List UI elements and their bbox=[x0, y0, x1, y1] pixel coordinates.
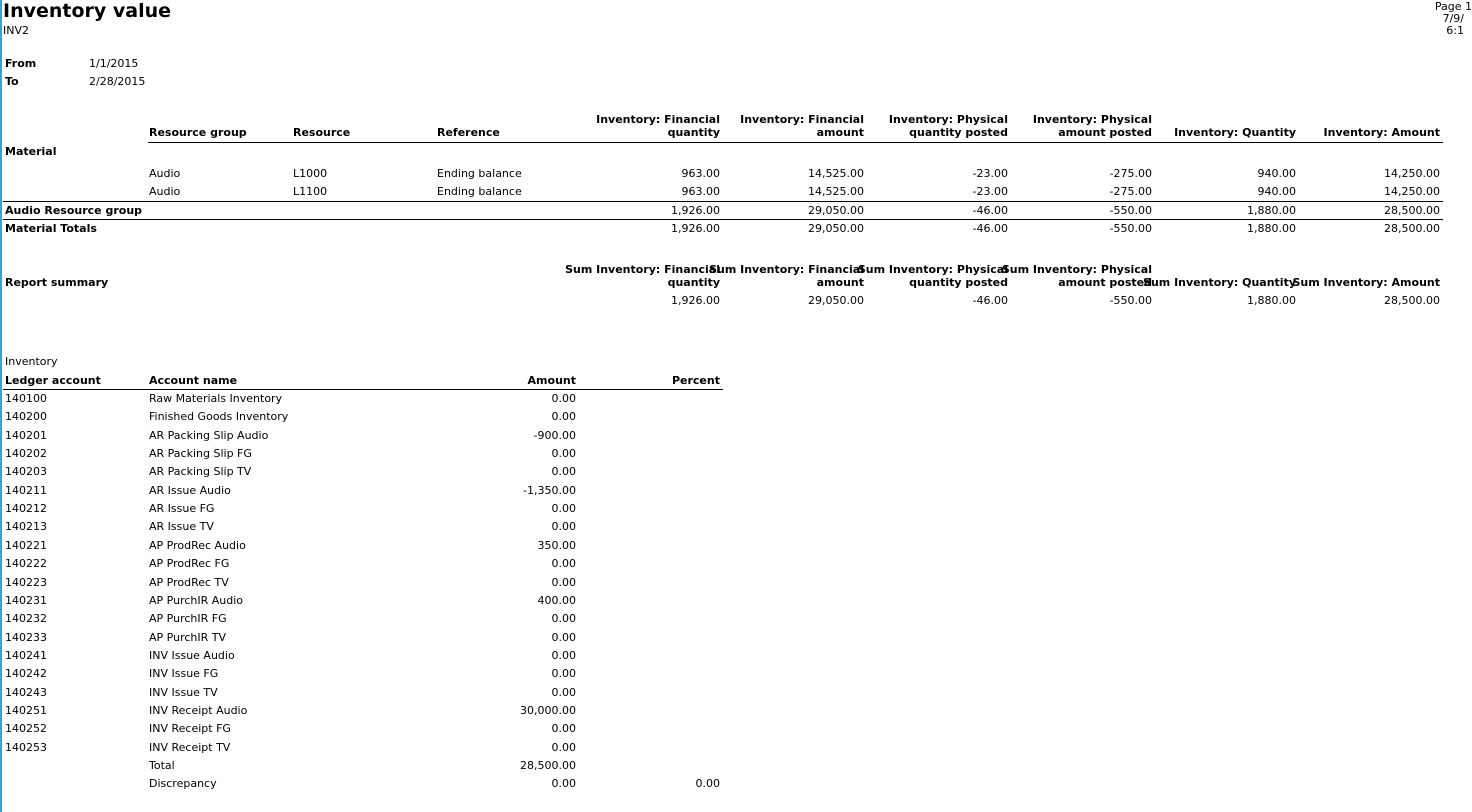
ledger-amount: 0.00 bbox=[551, 722, 576, 735]
left-edge-bar bbox=[0, 0, 2, 812]
material-row-qty: 940.00 bbox=[1257, 167, 1296, 180]
ledger-account-name: AP PurchIR FG bbox=[149, 612, 227, 625]
summary-h-phys-amt bbox=[1002, 263, 1152, 289]
material-row-resource: L1100 bbox=[293, 185, 328, 198]
ledger-account: 140211 bbox=[5, 484, 47, 497]
ledger-account: 140212 bbox=[5, 502, 47, 515]
group-total-phys-qty: -46.00 bbox=[972, 204, 1008, 217]
ledger-amount: 0.00 bbox=[551, 410, 576, 423]
ledger-amount: 0.00 bbox=[551, 392, 576, 405]
report-title: Inventory value bbox=[3, 0, 172, 22]
group-total-amt: 28,500.00 bbox=[1384, 204, 1440, 217]
ledger-amount: 30,000.00 bbox=[520, 704, 576, 717]
group-total-line bbox=[3, 201, 1443, 202]
ledger-discrepancy-percent: 0.00 bbox=[695, 777, 720, 790]
ledger-account-name: INV Issue TV bbox=[149, 686, 218, 699]
ledger-account-name: AR Issue Audio bbox=[149, 484, 231, 497]
ledger-discrepancy-amount: 0.00 bbox=[551, 777, 576, 790]
material-row-group: Audio bbox=[149, 185, 181, 198]
from-value: 1/1/2015 bbox=[89, 57, 139, 70]
ledger-account-name: AR Issue TV bbox=[149, 520, 214, 533]
ledger-account-name: AR Issue FG bbox=[149, 502, 215, 515]
ledger-amount: 0.00 bbox=[551, 576, 576, 589]
summary-h-fin-amt-line1: Sum Inventory: Financial bbox=[709, 263, 864, 276]
ledger-account-name: AP PurchIR Audio bbox=[149, 594, 244, 607]
ledger-amount: 0.00 bbox=[551, 447, 576, 460]
summary-h-phys-qty-line2: quantity posted bbox=[909, 276, 1008, 289]
summary-amt: 28,500.00 bbox=[1384, 294, 1440, 307]
ledger-account-name: AP ProdRec Audio bbox=[149, 539, 246, 552]
summary-h-fin-qty bbox=[565, 263, 720, 289]
summary-h-phys-qty bbox=[858, 263, 1008, 289]
ledger-account: 140241 bbox=[5, 649, 47, 662]
summary-h-amt: Sum Inventory: Amount bbox=[1292, 276, 1440, 289]
ledger-account: 140221 bbox=[5, 539, 47, 552]
col-fin-amt-line2: amount bbox=[816, 126, 864, 139]
ledger-amount: 0.00 bbox=[551, 557, 576, 570]
ledger-h-account: Ledger account bbox=[5, 374, 101, 387]
report-code: INV2 bbox=[3, 24, 29, 37]
ledger-account: 140252 bbox=[5, 722, 47, 735]
material-row-fin-amt: 14,525.00 bbox=[808, 185, 864, 198]
ledger-account-name: INV Issue FG bbox=[149, 667, 219, 680]
ledger-h-amount: Amount bbox=[527, 374, 576, 387]
ledger-amount: -900.00 bbox=[533, 429, 576, 442]
ledger-h-name: Account name bbox=[149, 374, 238, 387]
ledger-account: 140243 bbox=[5, 686, 47, 699]
ledger-account: 140251 bbox=[5, 704, 47, 717]
ledger-account: 140203 bbox=[5, 465, 47, 478]
ledger-amount: 0.00 bbox=[551, 612, 576, 625]
group-total-fin-qty: 1,926.00 bbox=[671, 204, 720, 217]
material-row-fin-amt: 14,525.00 bbox=[808, 167, 864, 180]
material-row-phys-amt: -275.00 bbox=[1109, 185, 1152, 198]
material-row-phys-qty: -23.00 bbox=[972, 185, 1008, 198]
ledger-account-name: INV Issue Audio bbox=[149, 649, 235, 662]
summary-fin-amt: 29,050.00 bbox=[808, 294, 864, 307]
col-phys-qty bbox=[889, 113, 1008, 139]
summary-h-qty: Sum Inventory: Quantity bbox=[1143, 276, 1296, 289]
material-row-group: Audio bbox=[149, 167, 181, 180]
ledger-account: 140223 bbox=[5, 576, 47, 589]
material-row-qty: 940.00 bbox=[1257, 185, 1296, 198]
ledger-amount: 0.00 bbox=[551, 741, 576, 754]
ledger-amount: 0.00 bbox=[551, 520, 576, 533]
ledger-account: 140200 bbox=[5, 410, 47, 423]
material-row-fin-qty: 963.00 bbox=[681, 185, 720, 198]
col-qty: Inventory: Quantity bbox=[1174, 126, 1296, 139]
ledger-header-underline bbox=[3, 389, 723, 390]
material-totals-label: Material Totals bbox=[5, 222, 97, 235]
ledger-discrepancy-label: Discrepancy bbox=[149, 777, 217, 790]
ledger-amount: 0.00 bbox=[551, 465, 576, 478]
col-reference: Reference bbox=[437, 126, 500, 139]
ledger-amount: 400.00 bbox=[537, 594, 576, 607]
ledger-account: 140231 bbox=[5, 594, 47, 607]
group-total-label: Audio Resource group bbox=[5, 204, 143, 217]
summary-h-fin-qty-line2: quantity bbox=[667, 276, 720, 289]
summary-phys-amt: -550.00 bbox=[1109, 294, 1152, 307]
col-fin-qty-line2: quantity bbox=[667, 126, 720, 139]
col-fin-amt bbox=[740, 113, 864, 139]
material-row-reference: Ending balance bbox=[437, 185, 522, 198]
ledger-account-name: AP ProdRec TV bbox=[149, 576, 229, 589]
material-totals-phys-amt: -550.00 bbox=[1109, 222, 1152, 235]
page-number: Page 1 bbox=[1434, 0, 1472, 13]
col-resource-group: Resource group bbox=[149, 126, 247, 139]
ledger-account-name: Finished Goods Inventory bbox=[149, 410, 289, 423]
ledger-account: 140222 bbox=[5, 557, 47, 570]
ledger-account-name: INV Receipt TV bbox=[149, 741, 231, 754]
to-value: 2/28/2015 bbox=[89, 75, 146, 88]
summary-h-fin-amt-line2: amount bbox=[816, 276, 864, 289]
ledger-account: 140202 bbox=[5, 447, 47, 460]
summary-h-phys-amt-line1: Sum Inventory: Physical bbox=[1001, 263, 1152, 276]
to-label: To bbox=[5, 75, 19, 88]
ledger-account: 140242 bbox=[5, 667, 47, 680]
ledger-total-label: Total bbox=[149, 759, 175, 772]
material-totals-line bbox=[3, 219, 1443, 220]
material-row-resource: L1000 bbox=[293, 167, 328, 180]
col-phys-qty-line1: Inventory: Physical bbox=[888, 113, 1008, 126]
material-totals-fin-qty: 1,926.00 bbox=[671, 222, 720, 235]
material-row-phys-qty: -23.00 bbox=[972, 167, 1008, 180]
material-row-fin-qty: 963.00 bbox=[681, 167, 720, 180]
material-row-phys-amt: -275.00 bbox=[1109, 167, 1152, 180]
material-row-amt: 14,250.00 bbox=[1384, 185, 1440, 198]
ledger-account-name: AP ProdRec FG bbox=[149, 557, 230, 570]
group-total-fin-amt: 29,050.00 bbox=[808, 204, 864, 217]
inventory-label: Inventory bbox=[5, 355, 58, 368]
ledger-account-name: INV Receipt Audio bbox=[149, 704, 248, 717]
ledger-account-name: AP PurchIR TV bbox=[149, 631, 226, 644]
col-phys-amt-line1: Inventory: Physical bbox=[1032, 113, 1152, 126]
col-phys-amt bbox=[1033, 113, 1152, 139]
ledger-account: 140201 bbox=[5, 429, 47, 442]
col-fin-qty-line1: Inventory: Financial bbox=[596, 113, 720, 126]
material-row-amt: 14,250.00 bbox=[1384, 167, 1440, 180]
col-phys-qty-line2: quantity posted bbox=[909, 126, 1008, 139]
group-total-qty: 1,880.00 bbox=[1247, 204, 1296, 217]
ledger-amount: 0.00 bbox=[551, 686, 576, 699]
ledger-h-percent: Percent bbox=[671, 374, 720, 387]
ledger-total-amount: 28,500.00 bbox=[520, 759, 576, 772]
summary-h-fin-qty-line1: Sum Inventory: Financial bbox=[565, 263, 720, 276]
ledger-account: 140100 bbox=[5, 392, 47, 405]
ledger-account: 140233 bbox=[5, 631, 47, 644]
ledger-account-name: AR Packing Slip Audio bbox=[149, 429, 269, 442]
ledger-amount: 0.00 bbox=[551, 649, 576, 662]
header-underline bbox=[148, 142, 1443, 143]
ledger-account: 140232 bbox=[5, 612, 47, 625]
ledger-amount: 350.00 bbox=[537, 539, 576, 552]
material-label: Material bbox=[5, 145, 57, 158]
material-totals-phys-qty: -46.00 bbox=[972, 222, 1008, 235]
summary-h-fin-amt bbox=[709, 263, 864, 289]
col-amt: Inventory: Amount bbox=[1323, 126, 1440, 139]
ledger-account: 140253 bbox=[5, 741, 47, 754]
col-fin-qty bbox=[596, 113, 720, 139]
col-resource: Resource bbox=[293, 126, 351, 139]
ledger-amount: 0.00 bbox=[551, 667, 576, 680]
summary-phys-qty: -46.00 bbox=[972, 294, 1008, 307]
ledger-account-name: Raw Materials Inventory bbox=[149, 392, 283, 405]
summary-fin-qty: 1,926.00 bbox=[671, 294, 720, 307]
report-time: 6:1 bbox=[1446, 24, 1464, 37]
report-date: 7/9/ bbox=[1442, 12, 1464, 25]
ledger-account-name: AR Packing Slip FG bbox=[149, 447, 252, 460]
ledger-amount: 0.00 bbox=[551, 631, 576, 644]
ledger-amount: 0.00 bbox=[551, 502, 576, 515]
group-total-phys-amt: -550.00 bbox=[1109, 204, 1152, 217]
summary-h-phys-qty-line1: Sum Inventory: Physical bbox=[857, 263, 1008, 276]
ledger-account-name: INV Receipt FG bbox=[149, 722, 231, 735]
summary-h-phys-amt-line2: amount posted bbox=[1058, 276, 1152, 289]
material-totals-qty: 1,880.00 bbox=[1247, 222, 1296, 235]
material-totals-amt: 28,500.00 bbox=[1384, 222, 1440, 235]
summary-qty: 1,880.00 bbox=[1247, 294, 1296, 307]
material-totals-fin-amt: 29,050.00 bbox=[808, 222, 864, 235]
ledger-amount: -1,350.00 bbox=[523, 484, 576, 497]
summary-label: Report summary bbox=[5, 276, 109, 289]
col-phys-amt-line2: amount posted bbox=[1058, 126, 1152, 139]
from-label: From bbox=[5, 57, 37, 70]
material-row-reference: Ending balance bbox=[437, 167, 522, 180]
ledger-account: 140213 bbox=[5, 520, 47, 533]
col-fin-amt-line1: Inventory: Financial bbox=[740, 113, 864, 126]
ledger-account-name: AR Packing Slip TV bbox=[149, 465, 252, 478]
